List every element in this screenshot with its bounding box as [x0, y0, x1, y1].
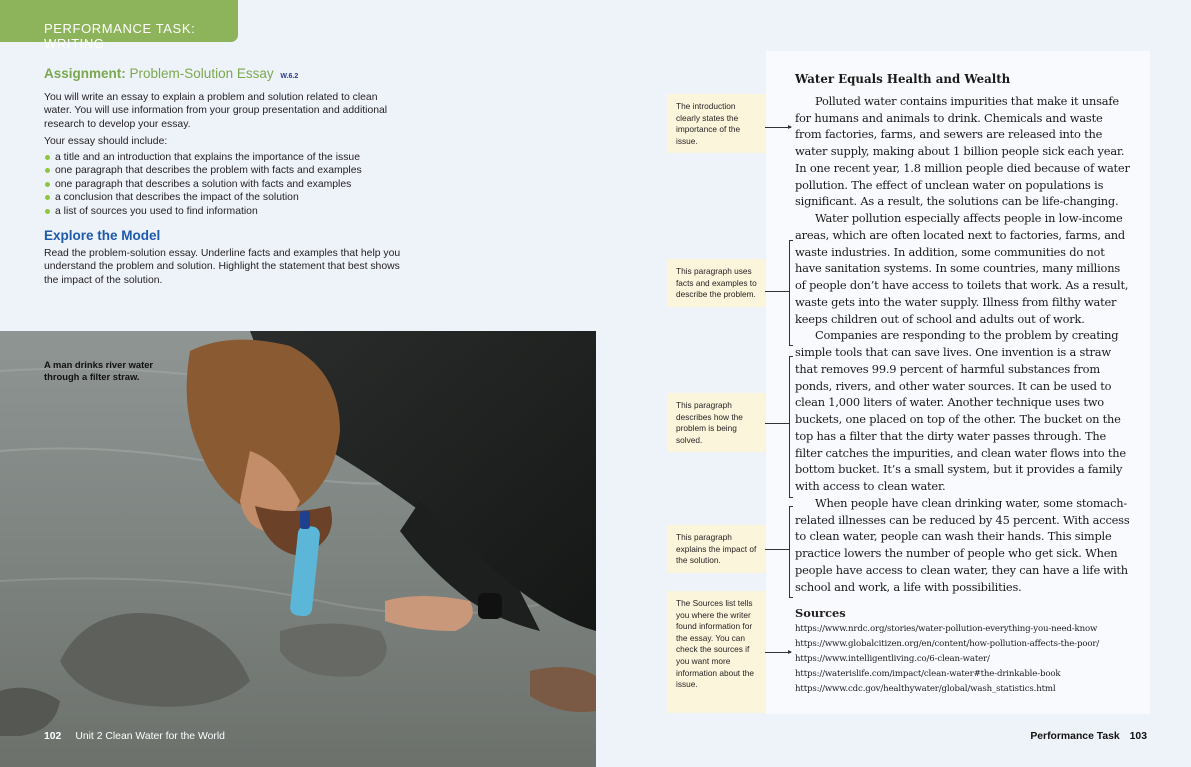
assignment-name: Problem-Solution Essay	[129, 66, 274, 81]
right-footer	[1030, 731, 1147, 742]
unit-title: Unit 2 Clean Water for the World	[75, 731, 225, 742]
paragraph-bracket	[789, 506, 793, 598]
requirement-item: one paragraph that describes the problem with facts and examples	[44, 164, 404, 178]
essay-paragraph: Polluted water contains impurities that make it unsafe for humans and animals to drink. Chemicals and waste from factories, farms, and sewers are released into the water supply, making about 1 billion people sick each year. In one recent year, 1.8 million people died because of water pollution. The effect of unclean water on populations is significant. As a result, the solutions can be life-changing.	[795, 93, 1130, 209]
source-link[interactable]: https://www.globalcitizen.org/en/content/how-pollution-affects-the-poor/	[795, 639, 1100, 649]
callout-connector	[765, 291, 789, 292]
callout-impact: This paragraph explains the impact of the solution.	[667, 525, 765, 573]
callout-sources: The Sources list tells you where the writer found information for the essay. You can check the sources if you want more information about the issue.	[667, 591, 765, 713]
assignment-label: Assignment:	[44, 66, 126, 81]
paragraph-bracket	[789, 356, 793, 498]
assignment-section	[44, 67, 404, 287]
left-page-number: 102	[44, 731, 62, 742]
section-tab-label: PERFORMANCE TASK: WRITING	[44, 21, 196, 51]
assignment-intro: You will write an essay to explain a problem and solution related to clean water. You will use information from your group presentation and additional research to develop your essay.	[44, 91, 388, 130]
sources-title: Sources	[795, 606, 846, 620]
explore-title: Explore the Model	[44, 228, 161, 243]
source-link[interactable]: https://waterislife.com/impact/clean-water#the-drinkable-book	[795, 669, 1061, 679]
requirements-list	[44, 151, 404, 219]
callout-connector	[765, 423, 789, 424]
source-link[interactable]: https://www.intelligentliving.co/6-clean-water/	[795, 654, 990, 664]
requirement-item: a conclusion that describes the impact of the solution	[44, 191, 404, 205]
sources-list	[795, 622, 1099, 697]
requirement-item: a title and an introduction that explains the importance of the issue	[44, 151, 404, 165]
source-link[interactable]: https://www.cdc.gov/healthywater/global/wash_statistics.html	[795, 684, 1056, 694]
requirement-item: one paragraph that describes a solution with facts and examples	[44, 178, 404, 192]
callout-arrow	[765, 652, 791, 653]
requirement-item: a list of sources you used to find information	[44, 205, 404, 219]
callout-introduction: The introduction clearly states the importance of the issue.	[667, 94, 765, 153]
right-page-number: 103	[1129, 731, 1147, 742]
river-photo	[0, 331, 596, 767]
section-tab	[0, 0, 238, 51]
essay-paragraph: Companies are responding to the problem by creating simple tools that can save lives. One invention is a straw that removes 99.9 percent of harmful substances from ponds, rivers, and other water sources. It can be used to clean 1,000 liters of water. Another technique uses two buckets, one placed on top of the other. The bucket on the top has a filter that the dirty water passes through. The filter catches the impurities, and clean water flows into the bottom bucket. It’s a small system, but it provides a family with access to clean water.	[795, 328, 1126, 493]
essay-paragraph: When people have clean drinking water, some stomach-related illnesses can be reduced by 45 percent. With access to clean water, people can wash their hands. This simple practice lowers the number of people who get sick. When people have access to clean water, they can have a life with school and work, a life with possibilities.	[795, 495, 1130, 594]
standard-code: W.6.2	[280, 73, 299, 80]
assignment-title	[44, 67, 404, 84]
photo-caption: A man drinks river water through a filter straw.	[44, 359, 154, 382]
callout-solution: This paragraph describes how the problem is being solved.	[667, 393, 765, 452]
callout-connector	[765, 549, 789, 550]
essay-title: Water Equals Health and Wealth	[795, 72, 1011, 86]
callout-arrow	[765, 127, 791, 128]
left-footer	[44, 731, 225, 742]
should-include-label: Your essay should include:	[44, 136, 168, 147]
section-label: Performance Task	[1030, 731, 1120, 742]
paragraph-bracket	[789, 240, 793, 346]
source-link[interactable]: https://www.nrdc.org/stories/water-pollution-everything-you-need-know	[795, 624, 1098, 634]
explore-instructions: Read the problem-solution essay. Underline facts and examples that help you understand the problem and solution. Highlight the statement that best shows the impact of the solution.	[44, 247, 401, 286]
callout-problem: This paragraph uses facts and examples to describe the problem.	[667, 259, 765, 307]
model-essay	[795, 71, 1130, 595]
essay-paragraph: Water pollution especially affects people in low-income areas, which are often located next to factories, farms, and waste industries. In addition, some communities do not have sanitation systems. In some countries, many millions of people don’t have access to toilets that work. As a result, waste gets into the water supply. Illness from filthy water keeps children out of school and adults out of work.	[795, 211, 1129, 326]
